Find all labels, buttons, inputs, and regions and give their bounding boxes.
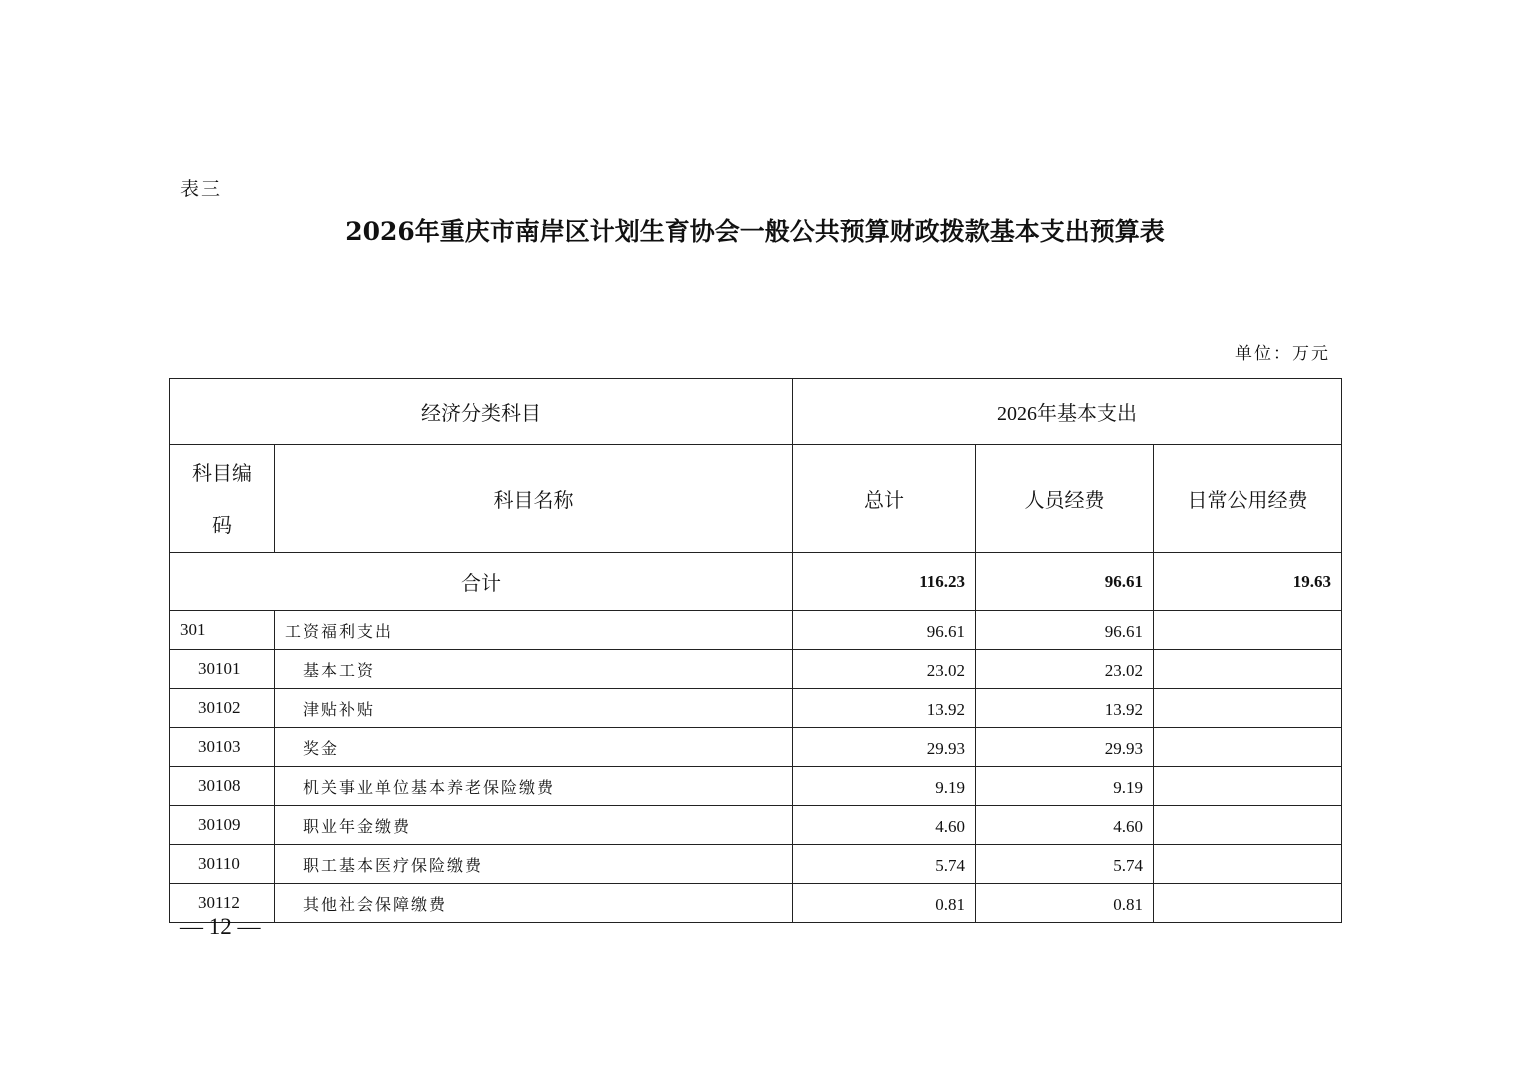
row-name: 基本工资 [275, 650, 793, 689]
table-row [170, 884, 1342, 923]
total-personnel: 96.61 [976, 553, 1154, 611]
row-total: 13.92 [793, 689, 976, 728]
row-personnel: 9.19 [976, 767, 1154, 806]
row-code: 30108 [170, 767, 275, 806]
header-row-group [170, 379, 1342, 445]
row-total: 23.02 [793, 650, 976, 689]
row-total: 9.19 [793, 767, 976, 806]
header-total: 总计 [793, 445, 976, 553]
row-total: 0.81 [793, 884, 976, 923]
row-name: 工资福利支出 [275, 611, 793, 650]
document-title: 2026年重庆市南岸区计划生育协会一般公共预算财政拨款基本支出预算表 [345, 217, 1165, 246]
row-public [1154, 806, 1342, 845]
row-public [1154, 689, 1342, 728]
row-code: 30101 [170, 650, 275, 689]
header-row-columns [170, 445, 1342, 553]
row-total: 96.61 [793, 611, 976, 650]
row-code: 30110 [170, 845, 275, 884]
row-name: 其他社会保障缴费 [275, 884, 793, 923]
row-name: 职工基本医疗保险缴费 [275, 845, 793, 884]
row-name: 机关事业单位基本养老保险缴费 [275, 767, 793, 806]
row-total: 5.74 [793, 845, 976, 884]
row-name: 奖金 [275, 728, 793, 767]
header-personnel-expense: 人员经费 [976, 445, 1154, 553]
table-row [170, 650, 1342, 689]
row-personnel: 5.74 [976, 845, 1154, 884]
row-code: 30109 [170, 806, 275, 845]
row-code: 30103 [170, 728, 275, 767]
row-code: 30112 [170, 884, 275, 923]
page-number: — 12 — [180, 914, 261, 939]
header-subject-code-text: 科目编码 [192, 460, 252, 537]
row-public [1154, 611, 1342, 650]
row-personnel: 0.81 [976, 884, 1154, 923]
row-total: 4.60 [793, 806, 976, 845]
row-personnel: 29.93 [976, 728, 1154, 767]
row-total: 29.93 [793, 728, 976, 767]
total-label: 合计 [170, 553, 793, 611]
row-personnel: 13.92 [976, 689, 1154, 728]
row-name: 职业年金缴费 [275, 806, 793, 845]
header-subject-code [170, 445, 275, 553]
header-subject-name: 科目名称 [275, 445, 793, 553]
header-economic-classification: 经济分类科目 [170, 379, 793, 445]
total-public: 19.63 [1154, 553, 1342, 611]
row-public [1154, 728, 1342, 767]
table-row [170, 689, 1342, 728]
table-row [170, 767, 1342, 806]
table-row [170, 806, 1342, 845]
total-row [170, 553, 1342, 611]
row-code: 301 [170, 611, 275, 650]
budget-table [169, 378, 1342, 923]
row-public [1154, 884, 1342, 923]
row-personnel: 96.61 [976, 611, 1154, 650]
table-row [170, 611, 1342, 650]
table-label: 表三 [180, 178, 223, 200]
header-public-expense: 日常公用经费 [1154, 445, 1342, 553]
header-basic-expenditure: 2026年基本支出 [793, 379, 1342, 445]
row-public [1154, 767, 1342, 806]
row-public [1154, 845, 1342, 884]
row-public [1154, 650, 1342, 689]
table-row [170, 845, 1342, 884]
total-amount: 116.23 [793, 553, 976, 611]
unit-label: 单位：万元 [1235, 344, 1330, 364]
row-name: 津贴补贴 [275, 689, 793, 728]
table-body [170, 379, 1342, 923]
table-row [170, 728, 1342, 767]
row-personnel: 4.60 [976, 806, 1154, 845]
row-code: 30102 [170, 689, 275, 728]
row-personnel: 23.02 [976, 650, 1154, 689]
